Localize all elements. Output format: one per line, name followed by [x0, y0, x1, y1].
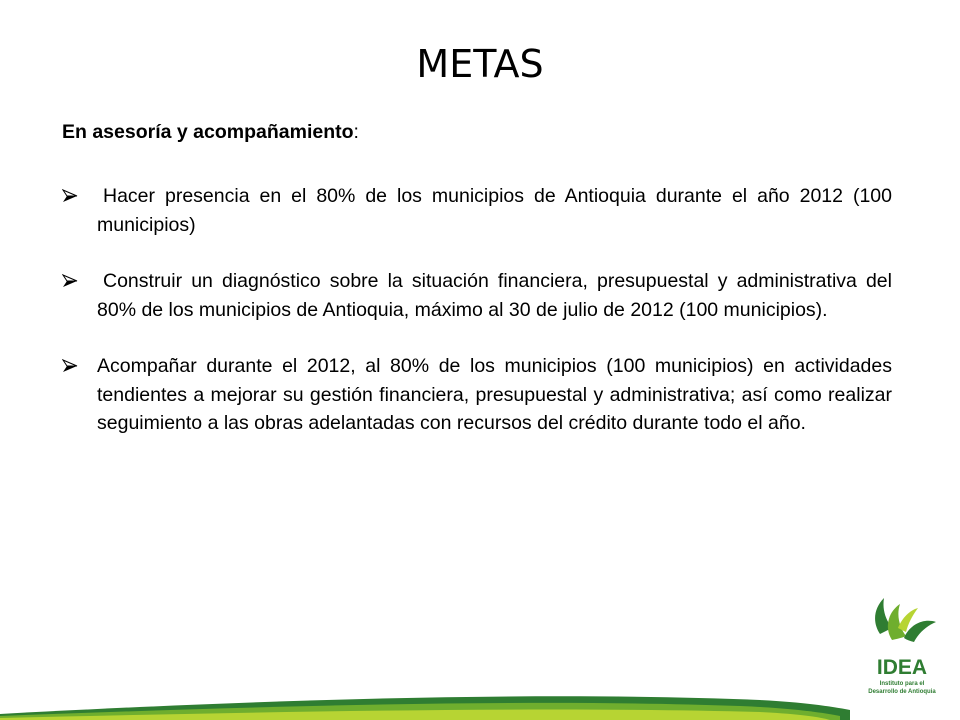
- subtitle-bold-text: En asesoría y acompañamiento: [62, 121, 354, 143]
- arrowhead-bullet-icon: [62, 359, 78, 373]
- logo-wordmark: IDEA: [876, 656, 928, 679]
- list-item: [62, 182, 892, 239]
- section-subtitle: [62, 119, 359, 145]
- arrowhead-bullet-icon: [62, 189, 78, 203]
- slide-title: METAS: [416, 42, 544, 86]
- idea-logo: [862, 588, 942, 698]
- bullet-text: Hacer presencia en el 80% de los municipios de Antioquia durante el año 2012 (100 municipios): [97, 185, 892, 236]
- logo-tagline-line1: Instituto para el: [879, 681, 925, 687]
- goals-list: [62, 182, 892, 466]
- list-item: [62, 352, 892, 438]
- arrowhead-bullet-icon: [62, 274, 78, 288]
- bullet-text: Acompañar durante el 2012, al 80% de los municipios (100 municipios) en actividades tendientes a mejorar su gestión financiera, presupuestal y administrativa; así como realizar seguimiento a las obras adelantadas con recursos del crédito durante todo el año.: [97, 355, 892, 434]
- list-item: [62, 267, 892, 324]
- bullet-text: Construir un diagnóstico sobre la situación financiera, presupuestal y administrativa del 80% de los municipios de Antioquia, máximo al 30 de julio de 2012 (100 municipios).: [97, 270, 892, 321]
- logo-tagline-line2: Desarrollo de Antioquia: [868, 689, 936, 695]
- footer-swoosh-decoration: [0, 660, 960, 720]
- subtitle-colon: :: [353, 121, 359, 143]
